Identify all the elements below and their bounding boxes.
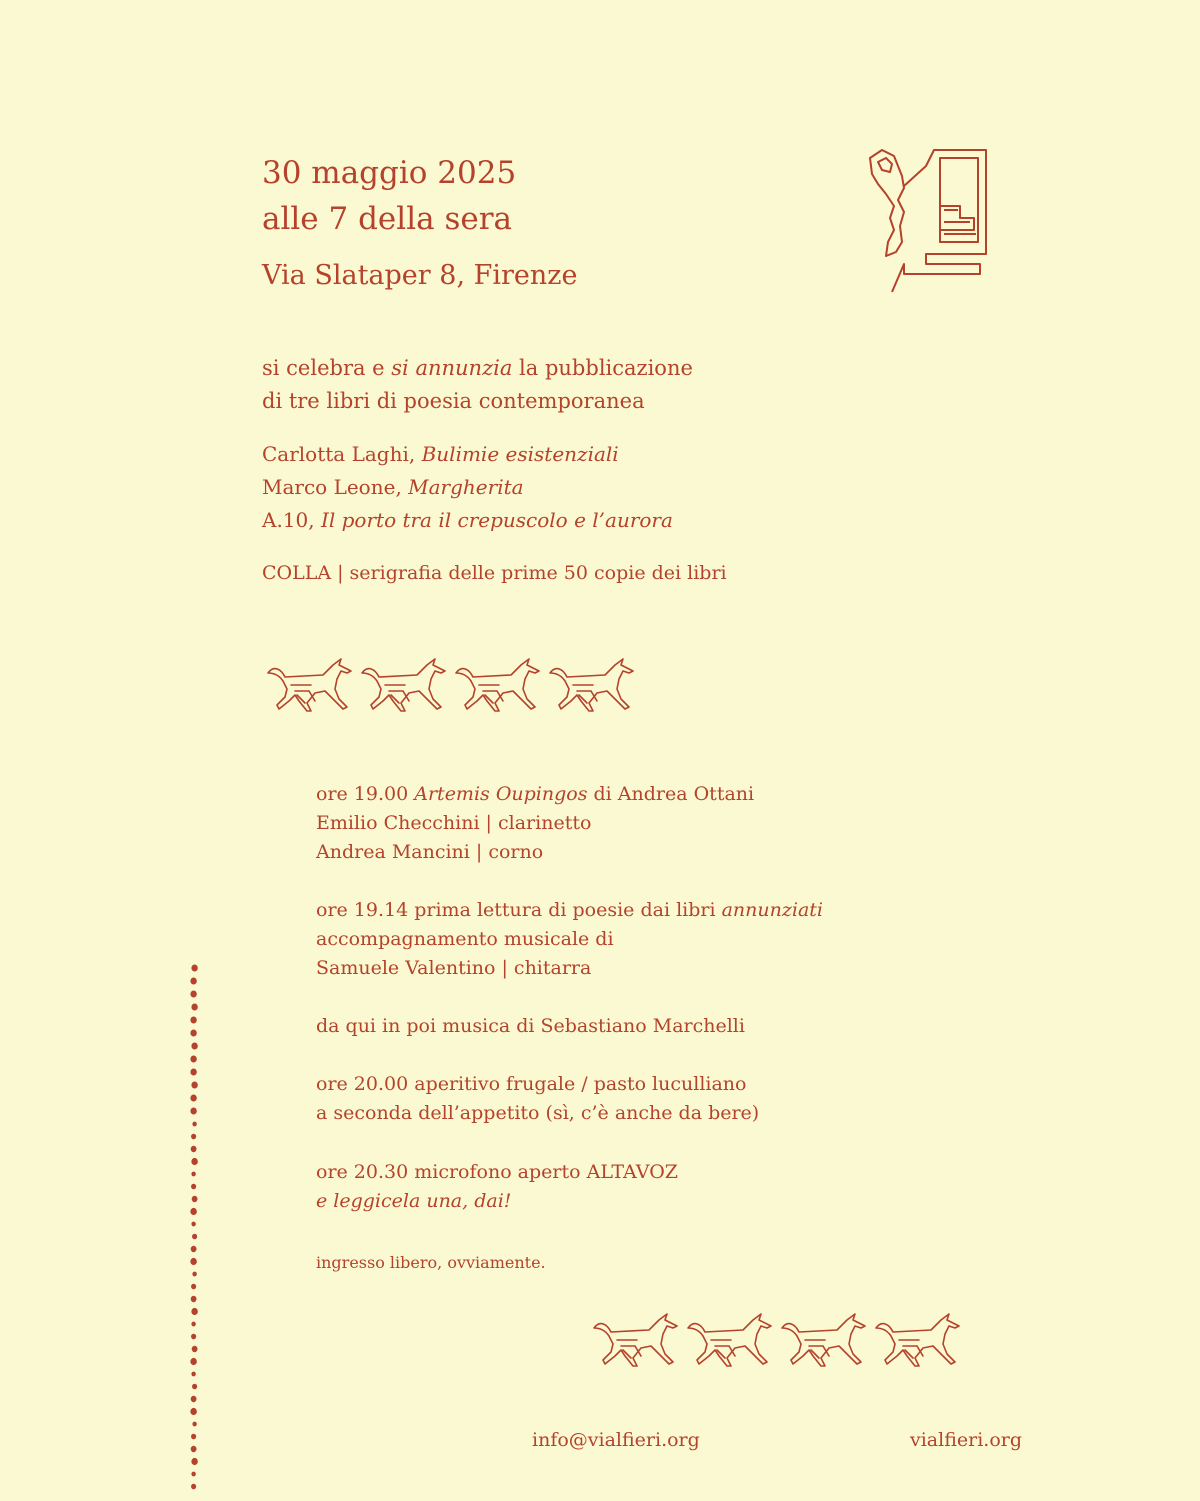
decorative-dot [192, 1196, 198, 1202]
program-line: accompagnamento musicale di [316, 928, 614, 950]
horse-icon [452, 655, 544, 715]
intro-text [262, 352, 693, 418]
program-line: Samuele Valentino | chitarra [316, 957, 592, 979]
program-item-1900 [316, 780, 754, 867]
horse-icon [872, 1310, 964, 1370]
intro-line-1-emphasis: si annunzia [391, 356, 513, 380]
decorative-dot [190, 1107, 196, 1114]
decorative-dot [191, 1246, 197, 1252]
program-line: Emilio Checchini | clarinetto [316, 812, 592, 834]
decorative-dot [191, 1222, 195, 1227]
book-author: A.10, [262, 508, 321, 532]
program-composer: di Andrea Ottani [587, 783, 755, 805]
book-item [262, 471, 673, 504]
decorative-dot [190, 1208, 197, 1215]
program-work-title: Artemis Oupingos [414, 783, 588, 805]
intro-line-1 [262, 352, 693, 385]
book-title: Il porto tra il crepuscolo e l’aurora [320, 508, 673, 532]
program-time: ore 19.00 [316, 783, 415, 805]
decorative-dot [190, 1094, 196, 1101]
horse-row-top [264, 655, 644, 715]
book-item [262, 504, 673, 537]
program-line: ore 20.30 microfono aperto ALTAVOZ [316, 1161, 678, 1183]
decorative-dot [191, 1308, 198, 1315]
decorative-dot [190, 1068, 196, 1075]
decorative-dot [191, 1184, 196, 1190]
book-title: Bulimie esistenziali [421, 442, 619, 466]
program-line: Andrea Mancini | corno [316, 841, 544, 863]
horse-icon [546, 655, 638, 715]
decorative-dot [191, 1372, 195, 1377]
entry-note: ingresso libero, ovviamente. [316, 1253, 546, 1272]
decorative-dot [190, 977, 196, 984]
program-emphasis: e leggicela una, dai! [316, 1190, 512, 1212]
program-line [316, 1187, 678, 1216]
decorative-dot [191, 964, 197, 971]
horse-row-bottom [590, 1310, 970, 1370]
decorative-dot [191, 1172, 195, 1177]
decorative-dot [191, 1081, 197, 1088]
decorative-dot [191, 1334, 196, 1340]
decorative-dot [191, 1396, 197, 1402]
decorative-dot [191, 1434, 196, 1440]
decorative-dot [191, 1472, 195, 1477]
decorative-dot [191, 1296, 197, 1302]
decorative-dot [192, 1384, 197, 1390]
intro-line-1-start: si celebra e [262, 356, 392, 380]
intro-line-1-end: la pubblicazione [512, 356, 693, 380]
decorative-dot [191, 1484, 196, 1490]
horse-icon [778, 1310, 870, 1370]
event-date: 30 maggio 2025 [262, 155, 517, 191]
program-item-music: da qui in poi musica di Sebastiano Marchelli [316, 1015, 745, 1037]
logo-mark-icon [864, 146, 988, 296]
program-item-2030 [316, 1158, 678, 1216]
decorative-dot [191, 1146, 197, 1152]
horse-icon [358, 655, 450, 715]
decorative-dot [190, 1016, 196, 1023]
decorative-dot [191, 1134, 196, 1140]
decorative-dot [190, 990, 196, 997]
horse-icon [264, 655, 356, 715]
decorative-dot [191, 1446, 197, 1452]
decorative-dot [192, 1122, 196, 1127]
decorative-dot [192, 1234, 197, 1240]
decorative-dot [190, 1055, 196, 1062]
program-line [316, 780, 754, 809]
colla-note: COLLA | serigrafia delle prime 50 copie dei libri [262, 562, 727, 584]
decorative-dot [191, 1284, 196, 1290]
decorative-dot [190, 1258, 197, 1265]
decorative-dot [191, 1322, 195, 1327]
program-emphasis: annunziati [721, 899, 823, 921]
horse-icon [684, 1310, 776, 1370]
program-item-2000 [316, 1070, 759, 1128]
event-address: Via Slataper 8, Firenze [262, 260, 578, 291]
program-item-1914 [316, 896, 823, 983]
event-time: alle 7 della sera [262, 201, 512, 237]
decorative-dot [190, 1358, 197, 1365]
program-line: a seconda dell’appetito (sì, c’è anche da bere) [316, 1102, 760, 1124]
book-title: Margherita [408, 475, 524, 499]
decorative-dot [191, 1042, 197, 1049]
book-author: Carlotta Laghi, [262, 442, 422, 466]
email-link[interactable]: info@vialfieri.org [532, 1429, 700, 1451]
horse-icon [590, 1310, 682, 1370]
decorative-dot [191, 1003, 197, 1010]
website-link[interactable]: vialfieri.org [910, 1429, 1023, 1451]
event-date-time [262, 150, 516, 242]
decorative-dot [190, 1029, 196, 1036]
decorative-dot [192, 1272, 196, 1277]
program-text: ore 19.14 prima lettura di poesie dai libri [316, 899, 722, 921]
decorative-dot [191, 1158, 198, 1165]
dotted-line-decoration [184, 960, 204, 1501]
intro-line-2: di tre libri di poesia contemporanea [262, 389, 645, 413]
program-line: ore 20.00 aperitivo frugale / pasto luculliano [316, 1073, 747, 1095]
book-author: Marco Leone, [262, 475, 409, 499]
decorative-dot [190, 1408, 197, 1415]
decorative-dot [191, 1458, 198, 1465]
decorative-dot [192, 1346, 198, 1352]
book-item [262, 438, 673, 471]
book-list [262, 438, 673, 537]
program-line [316, 896, 823, 925]
decorative-dot [192, 1422, 196, 1427]
